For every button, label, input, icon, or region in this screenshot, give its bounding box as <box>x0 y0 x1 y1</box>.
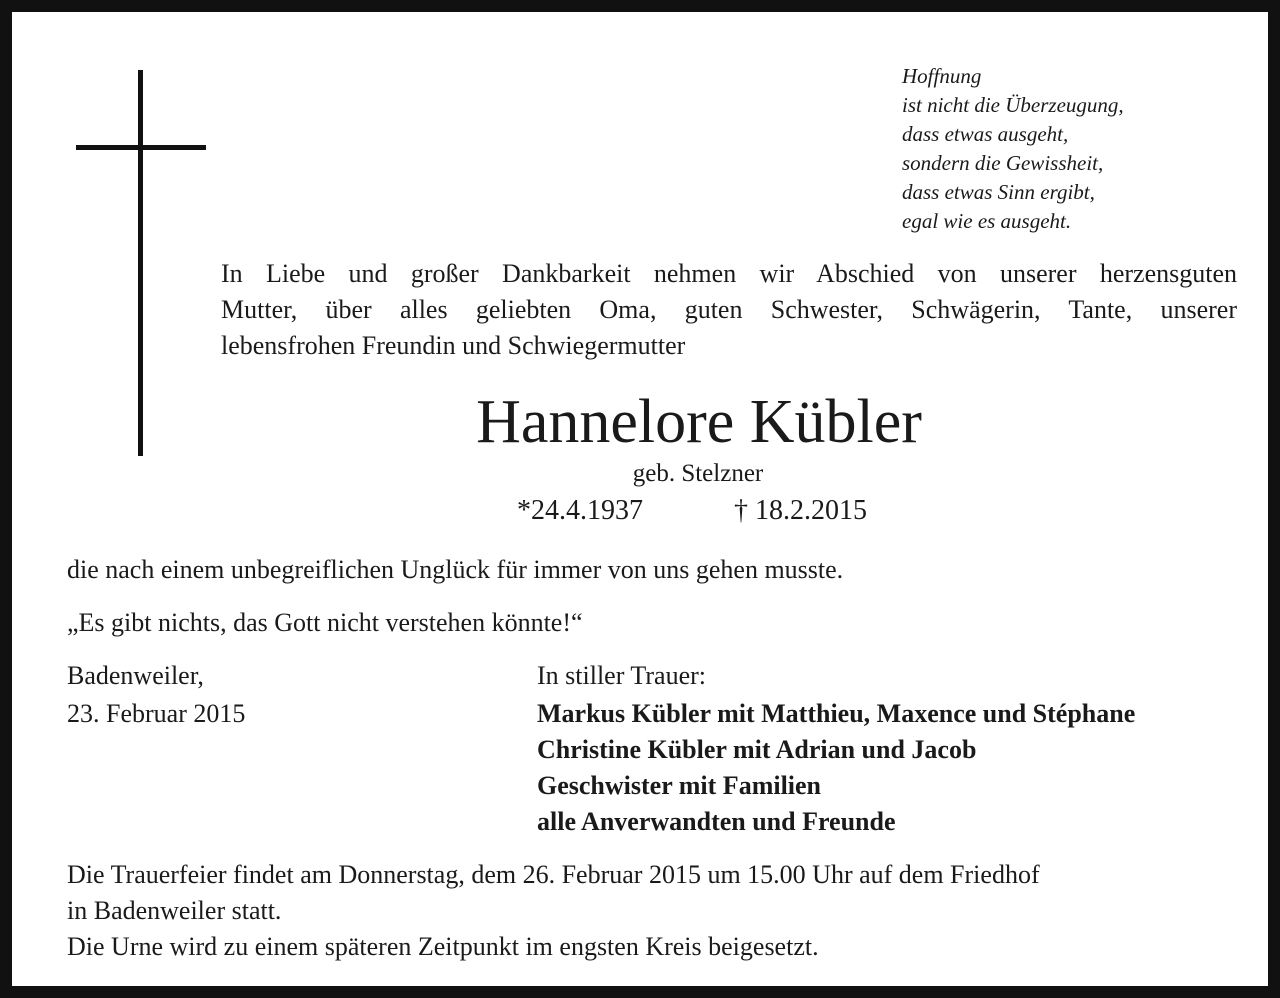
place: Badenweiler, <box>67 661 204 690</box>
birth-date: *24.4.1937 <box>517 495 643 526</box>
intro-line: Mutter, über alles geliebten Oma, guten Schwester, Schwägerin, Tante, unserer <box>221 295 1237 324</box>
quote-text: „Es gibt nichts, das Gott nicht verstehen könnte!“ <box>67 608 583 637</box>
mourners-list <box>537 696 1135 840</box>
funeral-line: Die Trauerfeier findet am Donnerstag, dem 26. Februar 2015 um 15.00 Uhr auf dem Friedhof <box>67 860 1040 889</box>
death-date: † 18.2.2015 <box>734 495 867 526</box>
mourner-entry: Christine Kübler mit Adrian und Jacob <box>537 735 977 764</box>
mourner-entry: alle Anverwandten und Freunde <box>537 807 896 836</box>
intro-line: lebensfrohen Freundin und Schwiegermutter <box>221 331 686 360</box>
mourning-label: In stiller Trauer: <box>537 661 706 690</box>
cross-icon-crossbar <box>76 145 206 150</box>
intro-line: In Liebe und großer Dankbarkeit nehmen wir Abschied von unserer herzensguten <box>221 259 1237 288</box>
statement-text: die nach einem unbegreiflichen Unglück für immer von uns gehen musste. <box>67 555 844 584</box>
motto-line: sondern die Gewissheit, <box>902 151 1104 175</box>
maiden-name: geb. Stelzner <box>632 460 764 487</box>
mourner-entry: Markus Kübler mit Matthieu, Maxence und Stéphane <box>537 699 1136 728</box>
motto-line: Hoffnung <box>902 64 982 88</box>
funeral-line: Die Urne wird zu einem späteren Zeitpunkt im engsten Kreis beigesetzt. <box>67 932 819 961</box>
mourner-entry: Geschwister mit Familien <box>537 771 822 800</box>
funeral-line: in Badenweiler statt. <box>67 896 282 925</box>
motto <box>902 62 1124 236</box>
notice-date: 23. Februar 2015 <box>67 699 246 728</box>
deceased-name: Hannelore Kübler <box>476 388 922 456</box>
motto-line: dass etwas ausgeht, <box>902 122 1069 146</box>
motto-line: ist nicht die Überzeugung, <box>902 93 1124 117</box>
intro-text <box>221 256 1237 364</box>
motto-line: egal wie es ausgeht. <box>902 209 1072 233</box>
funeral-info <box>67 857 1040 965</box>
motto-line: dass etwas Sinn ergibt, <box>902 180 1095 204</box>
